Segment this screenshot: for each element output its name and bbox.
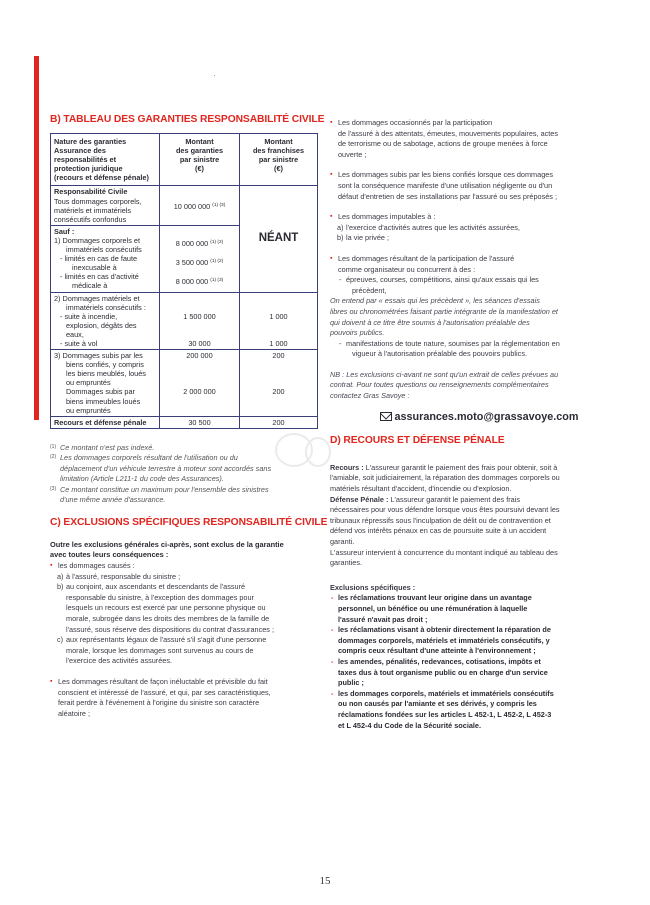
row-biens-franchises: 200 200 (240, 350, 318, 417)
faint-watermark (274, 430, 334, 470)
row-materiels-amounts: 1 500 000 30 000 (160, 292, 240, 350)
header-nature: Nature des garanties Assurance des responsabilités et protection juridique (recours et défense pénale) (51, 134, 160, 186)
list-item: - les amendes, pénalités, redevances, cotisations, impôts et taxes dus à tout organisme public ou en charge d'un service public ; (330, 657, 628, 689)
section-b-title: B) TABLEAU DES GARANTIES RESPONSABILITÉ CIVILE (50, 114, 325, 125)
nb-note: NB : Les exclusions ci-avant ne sont qu'un extrait de celles prévues au contrat. Pour toutes questions ou renseignements complémentaires contactez Gras Savoye : (330, 369, 559, 401)
scan-dot (214, 75, 215, 76)
list-item: a) l'exercice d'activités autres que les activités assurées, (337, 222, 520, 232)
footnote-3: (3) Ce montant constitue un maximum pour l'ensemble des sinistres d'une même année d'assurance. (50, 484, 269, 505)
recours-paragraph: Recours : L'assureur garantit le paiement des frais pour obtenir, soit à l'amiable, soit judiciairement, la réparation des dommages corporels ou matériels résultant d'accident, d'incendie ou d'explosion. (330, 462, 560, 494)
row-sauf-amounts: 8 000 000 $^{(1) (2)}$ 3 500 000 $^{(1) (2)}$ 8 000 000 $^{(1) (3)}$ (160, 225, 240, 292)
row-biens-amounts: 200 000 2 000 000 (160, 350, 240, 417)
row-recours-amount: 30 500 (160, 416, 240, 428)
list-item: ▪ Les dommages subis par les biens confiés lorsque ces dommages sont la conséquence manifeste d'une utilisation négligente ou d'un défaut d'entretien de ses installations par l'assuré ou ses préposés ; (330, 170, 628, 202)
exclusions-list (330, 593, 628, 731)
row-rc-label: Responsabilité Civile Tous dommages corporels, matériels et immatériels consécutifs confondus (51, 186, 160, 225)
row-materiels-label: 2) Dommages matériels et immatériels consécutifs : - suite à incendie, explosion, dégâts des eaux, - suite à vol (51, 292, 160, 350)
header-montant-garanties: Montant des garanties par sinistre (€) (160, 134, 240, 186)
list-item: c) aux représentants légaux de l'assuré s'il s'agit d'une personne morale, lorsque les dommages sont survenus au cours de l'exercice des activités assurées. (57, 635, 267, 666)
list-item: - les dommages corporels, matériels et immatériels consécutifs ou non causés par l'amiante et ses dérivés, y compris les réclamations fondées sur les articles L 452-1, L 452-2, L 452-3 et L 452-4 du Code de la Sécurité sociale. (330, 689, 628, 731)
list-item: b) la vie privée ; (337, 233, 389, 243)
list-item: ▪ Les dommages résultant de la participation de l'assuré comme organisateur ou concurrent à des : (330, 254, 628, 275)
left-column (50, 114, 328, 719)
list-item: - les réclamations visant à obtenir directement la réparation de dommages corporels, matériels et immatériels consécutifs, y compris ceux résultant d'une atteinte à l'environnement ; (330, 625, 628, 657)
essais-definition: On entend par « essais qui les précèdent », les séances d'essais libres ou chronométrées faisant partie intégrante de la manifestation et qui doivent à ce titre être soumis à l'autorisation préalable des pouvoirs publics. (330, 296, 558, 338)
section-d-title: D) RECOURS ET DÉFENSE PÉNALE (330, 435, 505, 447)
footnote-1: (1) Ce montant n'est pas indexé. (50, 442, 155, 452)
table-row (51, 350, 318, 417)
red-margin-bar (34, 56, 39, 420)
defense-paragraph: Défense Pénale : L'assureur garantit le paiement des frais nécessaires pour vous défendre lorsque vous êtes poursuivi devant les tribunaux répressifs sous l'inculpation de délit ou de contravention et défend vos intérêts pénaux en cas de poursuite suite à un accident garanti. (330, 494, 560, 546)
intervient-paragraph: L'assureur intervient à concurrence du montant indiqué au tableau des garanties. (330, 547, 558, 568)
contact-email[interactable]: assurances.moto@grassavoye.com (330, 412, 628, 423)
row-rc-amount: 10 000 000 $^{(1) (3)}$ (160, 186, 240, 225)
list-item: - les réclamations trouvant leur origine dans un avantage personnel, un bénéfice ou une rémunération à laquelle l'assuré n'avait pas droit ; (330, 593, 628, 625)
list-item: a) à l'assuré, responsable du sinistre ; (57, 571, 181, 581)
list-item: ▪ les dommages causés : (50, 561, 318, 572)
list-item: ▪ Les dommages occasionnés par la participation de l'assuré à des attentats, émeutes, mouvements populaires, actes de terrorisme ou de sabotage, actions de groupe menées à force ouverte ; (330, 118, 628, 160)
list-item: - épreuves, courses, compétitions, ainsi qu'aux essais qui les précèdent, (338, 275, 628, 296)
table-row (51, 186, 318, 225)
list-item: b) au conjoint, aux ascendants et descendants de l'assuré responsable du sinistre, à l'exception des dommages pour lesquels un recours est exercé par une personne physique ou morale, subrogée dans les droits des membres de la famille de l'assuré, sous réserve des dispositions du contrat d'assurances ; (57, 582, 275, 634)
section-c-title: C) EXCLUSIONS SPÉCIFIQUES RESPONSABILITÉ CIVILE (50, 516, 328, 528)
row-materiels-franchises: 1 000 1 000 (240, 292, 318, 350)
row-recours-franchise: 200 (240, 416, 318, 428)
envelope-icon (380, 412, 392, 421)
page-number: 15 (319, 875, 331, 887)
table-row (51, 292, 318, 350)
franchise-neant: NÉANT (240, 186, 318, 292)
guarantees-table (50, 133, 318, 429)
row-recours-label: Recours et défense pénale (51, 416, 160, 428)
list-item: - manifestations de toute nature, soumises par la réglementation en vigueur à l'autorisation préalable des pouvoirs publics. (338, 339, 628, 360)
list-item: ▪ Les dommages imputables à : (330, 212, 628, 223)
section-c-list (50, 561, 318, 719)
row-sauf-label: Sauf : 1) Dommages corporels et immatériels consécutifs - limités en cas de faute inexcusable à - limités en cas d'activité médicale à (51, 225, 160, 292)
section-c-intro: Outre les exclusions générales ci-après, sont exclus de la garantie avec toutes leurs conséquences : (50, 539, 284, 560)
table-row (51, 416, 318, 428)
header-montant-franchises: Montant des franchises par sinistre (€) (240, 134, 318, 186)
table-header-row (51, 134, 318, 186)
row-biens-label: 3) Dommages subis par les biens confiés, y compris les biens meublés, loués ou empruntés Dommages subis par biens immeubles loués ou empruntés (51, 350, 160, 417)
footnote-2: (2) Les dommages corporels résultant de l'utilisation ou du déplacement d'un véhicule terrestre à moteur sont accordés sans limitation (Article L211-1 du code des Assurances). (50, 453, 272, 484)
exclusions-title: Exclusions spécifiques : (330, 582, 416, 592)
right-column (330, 118, 628, 731)
list-item: ▪ Les dommages résultant de façon inéluctable et prévisible du fait conscient et intéressé de l'assuré, et qui, par ses caractéristiques, ferait perdre à l'événement à l'origine du sinistre son caractère aléatoire ; (50, 677, 318, 719)
